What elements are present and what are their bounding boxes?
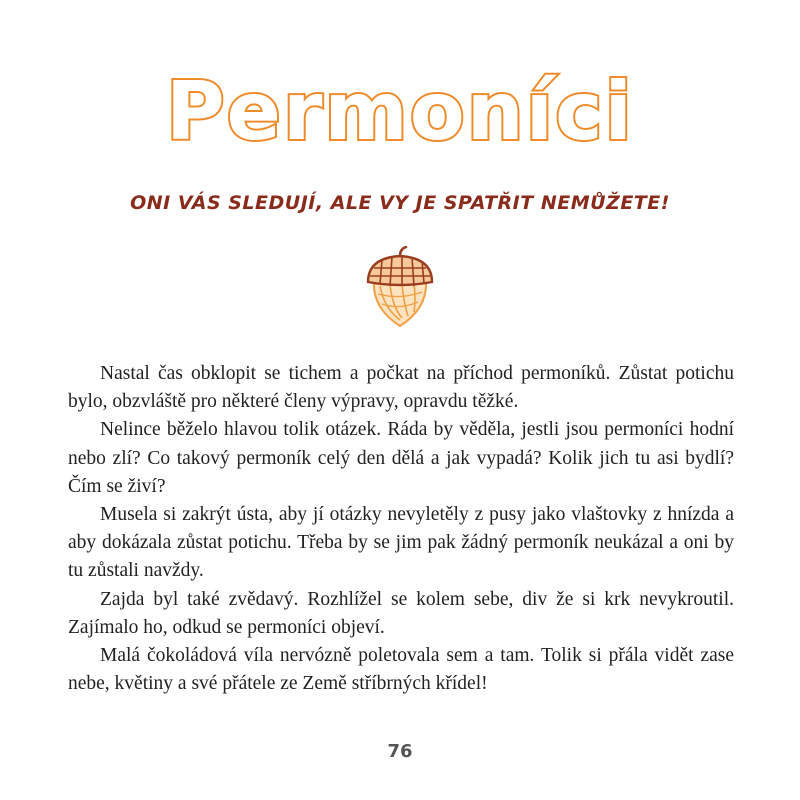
acorn-icon xyxy=(360,246,440,330)
story-text xyxy=(68,360,734,698)
paragraph: Musela si zakrýt ústa, aby jí otázky nevyletěly z pusy jako vlaštovky z hnízda a aby dokázala zůstat potichu. Třeba by se jim pak žádný permoník neukázal a oni by tu zůstali navždy. xyxy=(68,504,734,582)
chapter-subtitle: ONI VÁS SLEDUJÍ, ALE VY JE SPATŘIT NEMŮŽETE! xyxy=(130,192,670,214)
paragraph: Nelince běželo hlavou tolik otázek. Ráda by věděla, jestli jsou permoníci hodní nebo zlí? Co takový permoník celý den dělá a jak vypadá? Kolik jich tu asi bydlí? Čím se živí? xyxy=(68,419,734,497)
paragraph: Nastal čas obklopit se tichem a počkat na příchod permoníků. Zůstat potichu bylo, obzvláště pro některé členy výpravy, opravdu těžké. xyxy=(68,363,734,413)
paragraph: Zajda byl také zvědavý. Rozhlížel se kolem sebe, div že si krk nevykroutil. Zajímalo ho, odkud se permoníci objeví. xyxy=(68,588,734,638)
page-number: 76 xyxy=(387,741,413,762)
chapter-title: Permoníci xyxy=(166,65,634,158)
paragraph: Malá čokoládová víla nervózně poletovala sem a tam. Tolik si přála vidět zase nebe, květiny a své přátele ze Země stříbrných křídel! xyxy=(68,645,734,695)
